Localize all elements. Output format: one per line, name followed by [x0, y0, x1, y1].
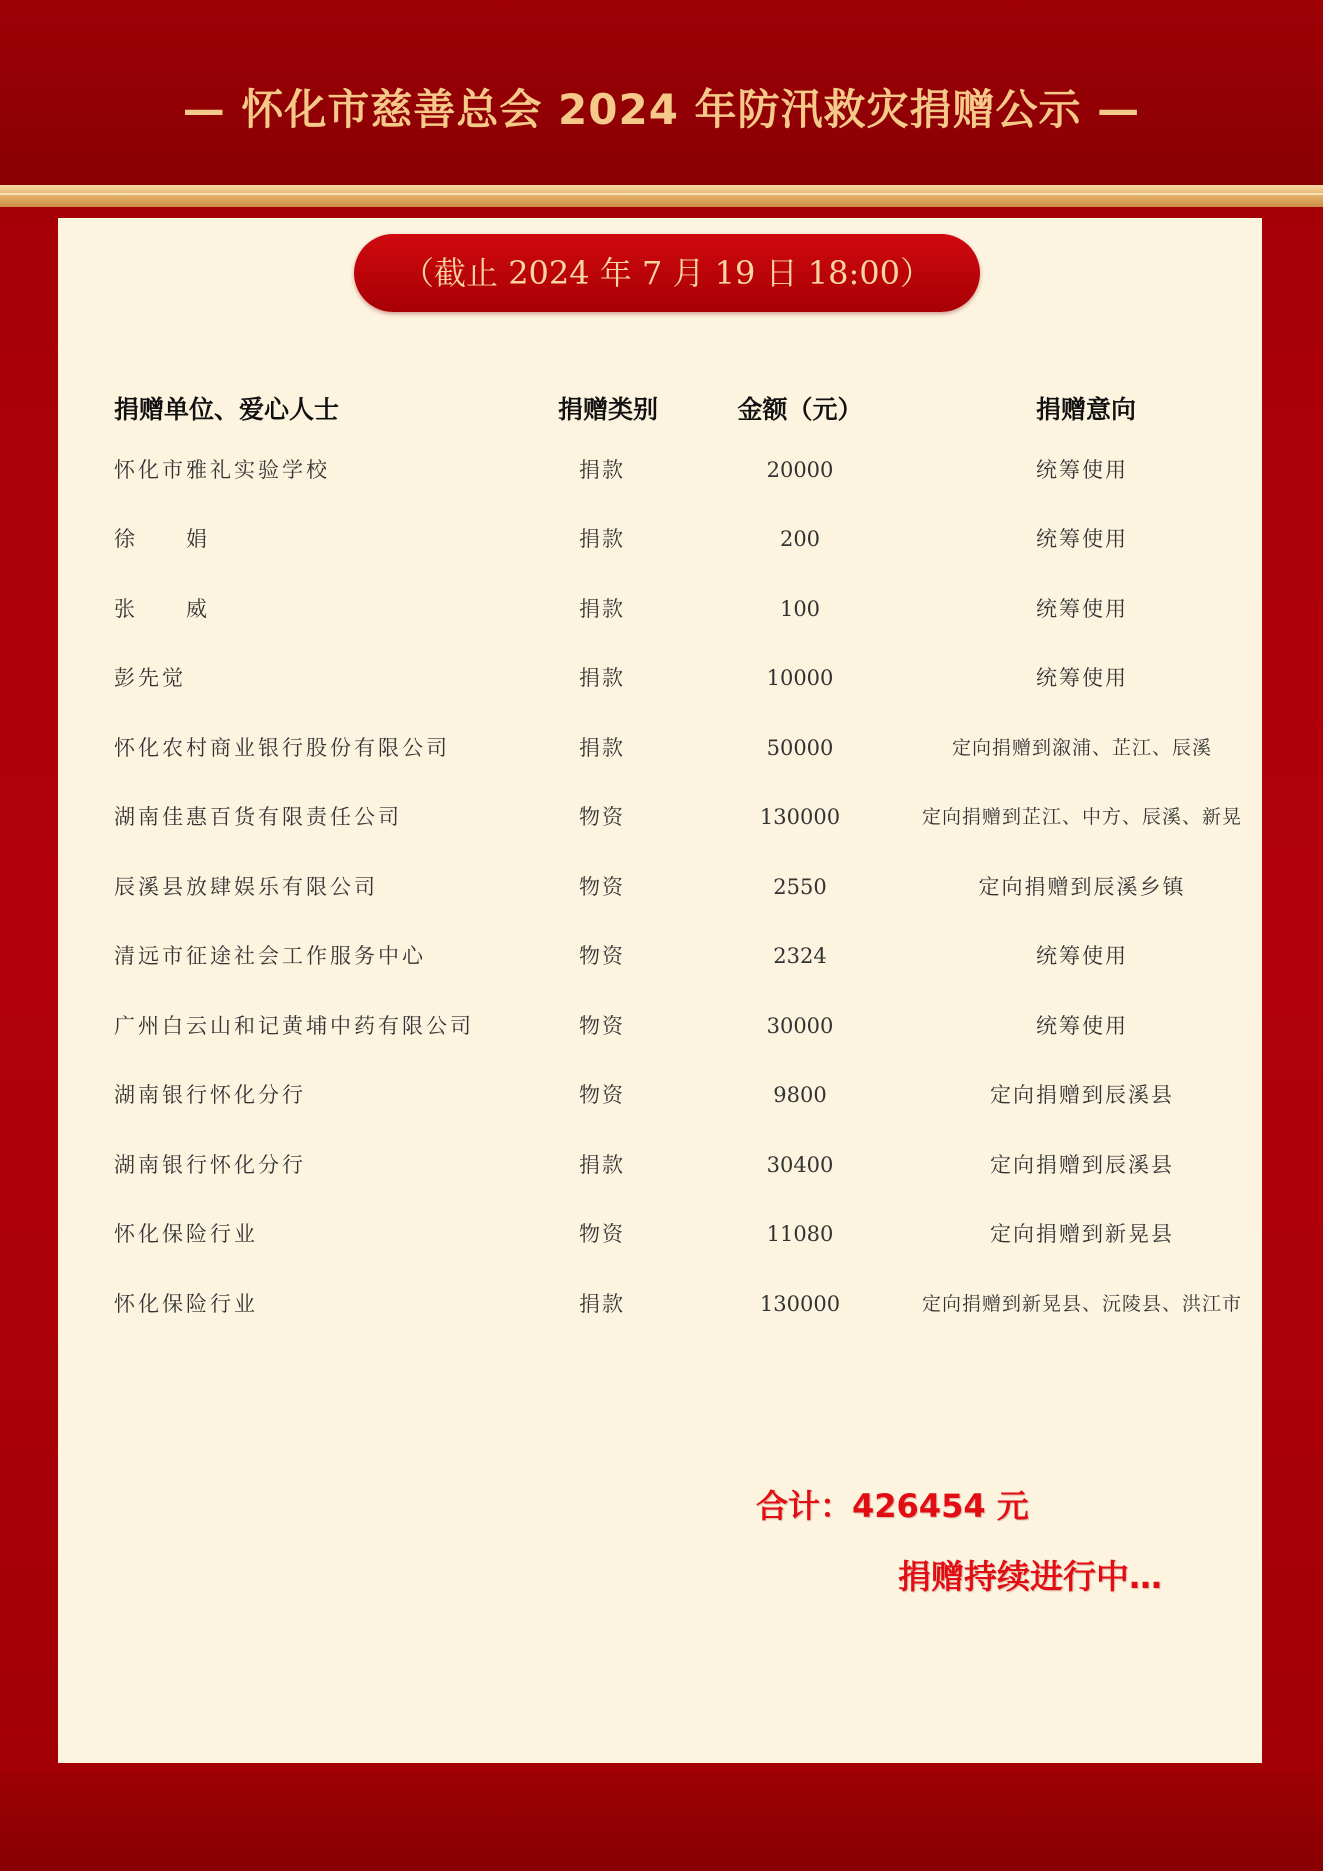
- donation-amount: 50000: [766, 736, 834, 760]
- table-row: [0, 938, 1323, 974]
- header-intent: 捐赠意向: [1035, 395, 1136, 424]
- table-row: [0, 1147, 1323, 1183]
- donor-name: 彭先觉: [114, 666, 186, 690]
- donation-intent: 定向捐赠到芷江、中方、辰溪、新晃: [921, 806, 1242, 828]
- table-row: [0, 660, 1323, 696]
- donation-category: 物资: [579, 944, 625, 968]
- donor-name: 清远市征途社会工作服务中心: [114, 944, 426, 968]
- table-row: [0, 591, 1323, 627]
- donation-amount: 9800: [773, 1083, 827, 1107]
- total-amount: 合计：426454 元: [756, 1487, 1029, 1525]
- donation-amount: 20000: [766, 458, 834, 482]
- donation-amount: 30000: [766, 1014, 834, 1038]
- donation-intent: 定向捐赠到新晃县: [990, 1222, 1174, 1246]
- donor-name: 张 威: [114, 597, 210, 621]
- header-category: 捐赠类别: [557, 395, 658, 424]
- donor-name: 广州白云山和记黄埔中药有限公司: [114, 1014, 474, 1038]
- table-row: [0, 730, 1323, 766]
- table-row: [0, 1286, 1323, 1322]
- donation-intent: 统筹使用: [1036, 666, 1128, 690]
- donation-amount: 130000: [759, 1292, 841, 1316]
- table-row: [0, 1008, 1323, 1044]
- donation-category: 捐款: [579, 527, 625, 551]
- donor-name: 怀化保险行业: [114, 1292, 258, 1316]
- table-row: [0, 1077, 1323, 1113]
- donor-name: 徐 娟: [114, 527, 210, 551]
- donation-amount: 2324: [773, 944, 827, 968]
- donor-name: 怀化市雅礼实验学校: [114, 458, 330, 482]
- donation-category: 捐款: [579, 458, 625, 482]
- donation-intent: 统筹使用: [1036, 458, 1128, 482]
- donation-category: 物资: [579, 1083, 625, 1107]
- donation-intent: 定向捐赠到辰溪县: [990, 1153, 1174, 1177]
- content-panel: [58, 218, 1262, 1763]
- gold-divider: [0, 185, 1323, 207]
- header-amount: 金额（元）: [737, 395, 863, 424]
- donation-intent: 统筹使用: [1036, 944, 1128, 968]
- table-row: [0, 452, 1323, 488]
- donation-category: 物资: [579, 1014, 625, 1038]
- donor-name: 怀化农村商业银行股份有限公司: [114, 736, 450, 760]
- donor-name: 辰溪县放肆娱乐有限公司: [114, 875, 378, 899]
- donation-amount: 10000: [766, 666, 834, 690]
- donor-name: 怀化保险行业: [114, 1222, 258, 1246]
- ongoing-notice: 捐赠持续进行中…: [898, 1557, 1162, 1596]
- donor-name: 湖南佳惠百货有限责任公司: [114, 805, 402, 829]
- donation-category: 捐款: [579, 1292, 625, 1316]
- donor-name: 湖南银行怀化分行: [114, 1153, 306, 1177]
- table-row: [0, 1216, 1323, 1252]
- donation-intent: 统筹使用: [1036, 1014, 1128, 1038]
- page-title: — 怀化市慈善总会 2024 年防汛救灾捐赠公示 —: [182, 85, 1141, 134]
- donor-name: 湖南银行怀化分行: [114, 1083, 306, 1107]
- donation-intent: 定向捐赠到新晃县、沅陵县、洪江市: [921, 1293, 1242, 1315]
- header-donor: 捐赠单位、爱心人士: [114, 395, 340, 424]
- table-row: [0, 521, 1323, 557]
- donation-intent: 定向捐赠到辰溪县: [990, 1083, 1174, 1107]
- table-row: [0, 799, 1323, 835]
- donation-intent: 定向捐赠到溆浦、芷江、辰溪: [951, 737, 1212, 759]
- donation-amount: 30400: [766, 1153, 834, 1177]
- footer-band: [0, 1773, 1323, 1871]
- donation-category: 捐款: [579, 1153, 625, 1177]
- donation-intent: 统筹使用: [1036, 597, 1128, 621]
- donation-category: 捐款: [579, 666, 625, 690]
- donation-category: 捐款: [579, 736, 625, 760]
- donation-amount: 130000: [759, 805, 841, 829]
- donation-category: 物资: [579, 805, 625, 829]
- donation-category: 物资: [579, 1222, 625, 1246]
- donation-category: 捐款: [579, 597, 625, 621]
- donation-category: 物资: [579, 875, 625, 899]
- donation-intent: 定向捐赠到辰溪乡镇: [978, 875, 1186, 899]
- donation-intent: 统筹使用: [1036, 527, 1128, 551]
- donation-amount: 11080: [766, 1222, 834, 1246]
- table-row: [0, 869, 1323, 905]
- date-banner: （截止 2024 年 7 月 19 日 18:00）: [354, 234, 980, 312]
- donation-amount: 200: [779, 527, 821, 551]
- donation-amount: 100: [779, 597, 821, 621]
- donation-amount: 2550: [773, 875, 827, 899]
